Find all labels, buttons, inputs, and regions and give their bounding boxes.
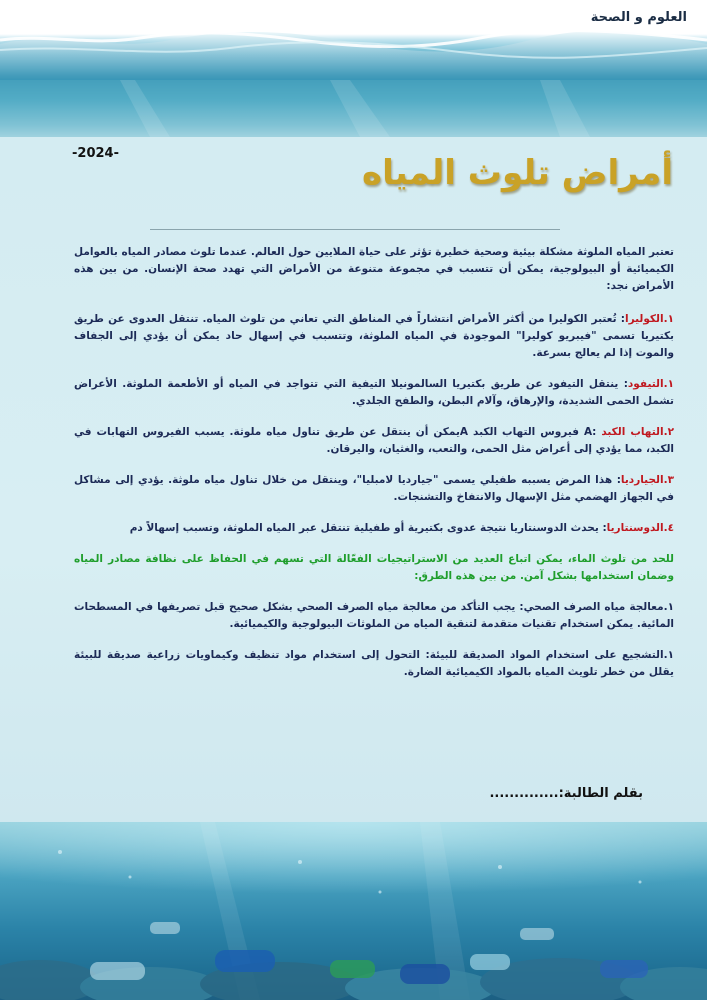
disease-description: : تُعتبر الكوليرا من أكثر الأمراض انتشاراً في المناطق التي تعاني من تلوث المياه. تنتقل العدوى عن طريق بكتيريا تسمى "فيبريو كوليرا" الموجودة في المياه الملوثة، وتتسبب في إسهال حاد يمكن أن يؤدي إلى الجفاف والموت إذا لم يعالج بسرعة.	[74, 313, 674, 359]
disease-name: التيفود	[627, 378, 664, 390]
water-header-image	[0, 0, 707, 137]
disease-item	[74, 424, 674, 458]
disease-name: الجيارديا	[620, 474, 664, 486]
disease-item	[74, 376, 674, 410]
disease-item	[74, 311, 674, 362]
disease-description: : هذا المرض يسببه طفيلي يسمى "جيارديا لامبليا"، وينتقل من خلال تناول مياه ملوثة. يؤدي إلى مشاكل في الجهاز الهضمي مثل الإسهال والانتفاخ والتشنجات.	[74, 474, 674, 503]
underwater-footer-image	[0, 822, 707, 1000]
subject-label: العلوم و الصحة	[590, 10, 687, 25]
student-signature: بقلم الطالبة:..............	[489, 786, 643, 801]
article-body	[74, 244, 674, 695]
disease-item	[74, 472, 674, 506]
disease-description: :A فيروس التهاب الكبد Aيمكن أن ينتقل عن طريق تناول مياه ملوثة. يسبب الفيروس التهابات في الكبد، مما يؤدي إلى أعراض مثل الحمى، والتعب، والغثيان، واليرقان.	[74, 426, 674, 455]
intro-paragraph: تعتبر المياه الملوثة مشكلة بيئية وصحية خطيرة تؤثر على حياة الملايين حول العالم. عندما تلوث مصادر المياه بالعوامل الكيميائية أو البيولوجية، يمكن أن تتسبب في مجموعة متنوعة من الأمراض التي تهدد صحة الإنسان. من بين هذه الأمراض نجد:	[74, 246, 674, 292]
disease-prefix: ٣.	[663, 474, 674, 486]
prevention-intro: للحد من تلوث الماء، يمكن اتباع العديد من الاستراتيجيات الفعّالة التي تسهم في الحفاظ على نظافة مصادر المياه وضمان استخدامها بشكل آمن. من بين هذه الطرق:	[74, 553, 674, 582]
prevention-item: ١.معالجة مياه الصرف الصحي: يجب التأكد من معالجة مياه الصرف الصحي بشكل صحيح قبل تصريفها في المسطحات المائية. يمكن استخدام تقنيات متقدمة لتنقية المياه من الملوثات البيولوجية والكيميائية.	[74, 601, 674, 630]
disease-prefix: ٤.	[663, 522, 674, 534]
disease-description: : ينتقل التيفود عن طريق بكتيريا السالمونيلا التيفية التي تتواجد في المياه أو الأطعمة الملوثة. الأعراض تشمل الحمى الشديدة، والإرهاق، وآلام البطن، والطفح الجلدي.	[74, 378, 674, 407]
plastic-pollution-graphic	[0, 822, 707, 1000]
disease-prefix: ١.	[663, 313, 674, 325]
disease-name: الدوسنتاريا	[606, 522, 664, 534]
disease-description: : يحدث الدوسنتاريا نتيجة عدوى بكتيرية أو طفيلية تنتقل عبر المياه الملوثة، وتسبب إسهالاً دم	[129, 522, 607, 534]
disease-item	[74, 520, 674, 537]
disease-prefix: ٢.	[663, 426, 674, 438]
disease-name: الكوليرا	[624, 313, 664, 325]
disease-name: التهاب الكبد	[601, 426, 664, 438]
year-label: -2024-	[72, 146, 119, 161]
title-divider	[150, 229, 560, 230]
page-title: أمراض تلوث المياه	[362, 153, 673, 193]
prevention-item: ١.التشجيع على استخدام المواد الصديقة للبيئة: التحول إلى استخدام مواد تنظيف وكيماويات زراعية صديقة للبيئة يقلل من خطر تلويث المياه بالمواد الكيميائية الضارة.	[74, 649, 674, 678]
disease-prefix: ١.	[663, 378, 674, 390]
